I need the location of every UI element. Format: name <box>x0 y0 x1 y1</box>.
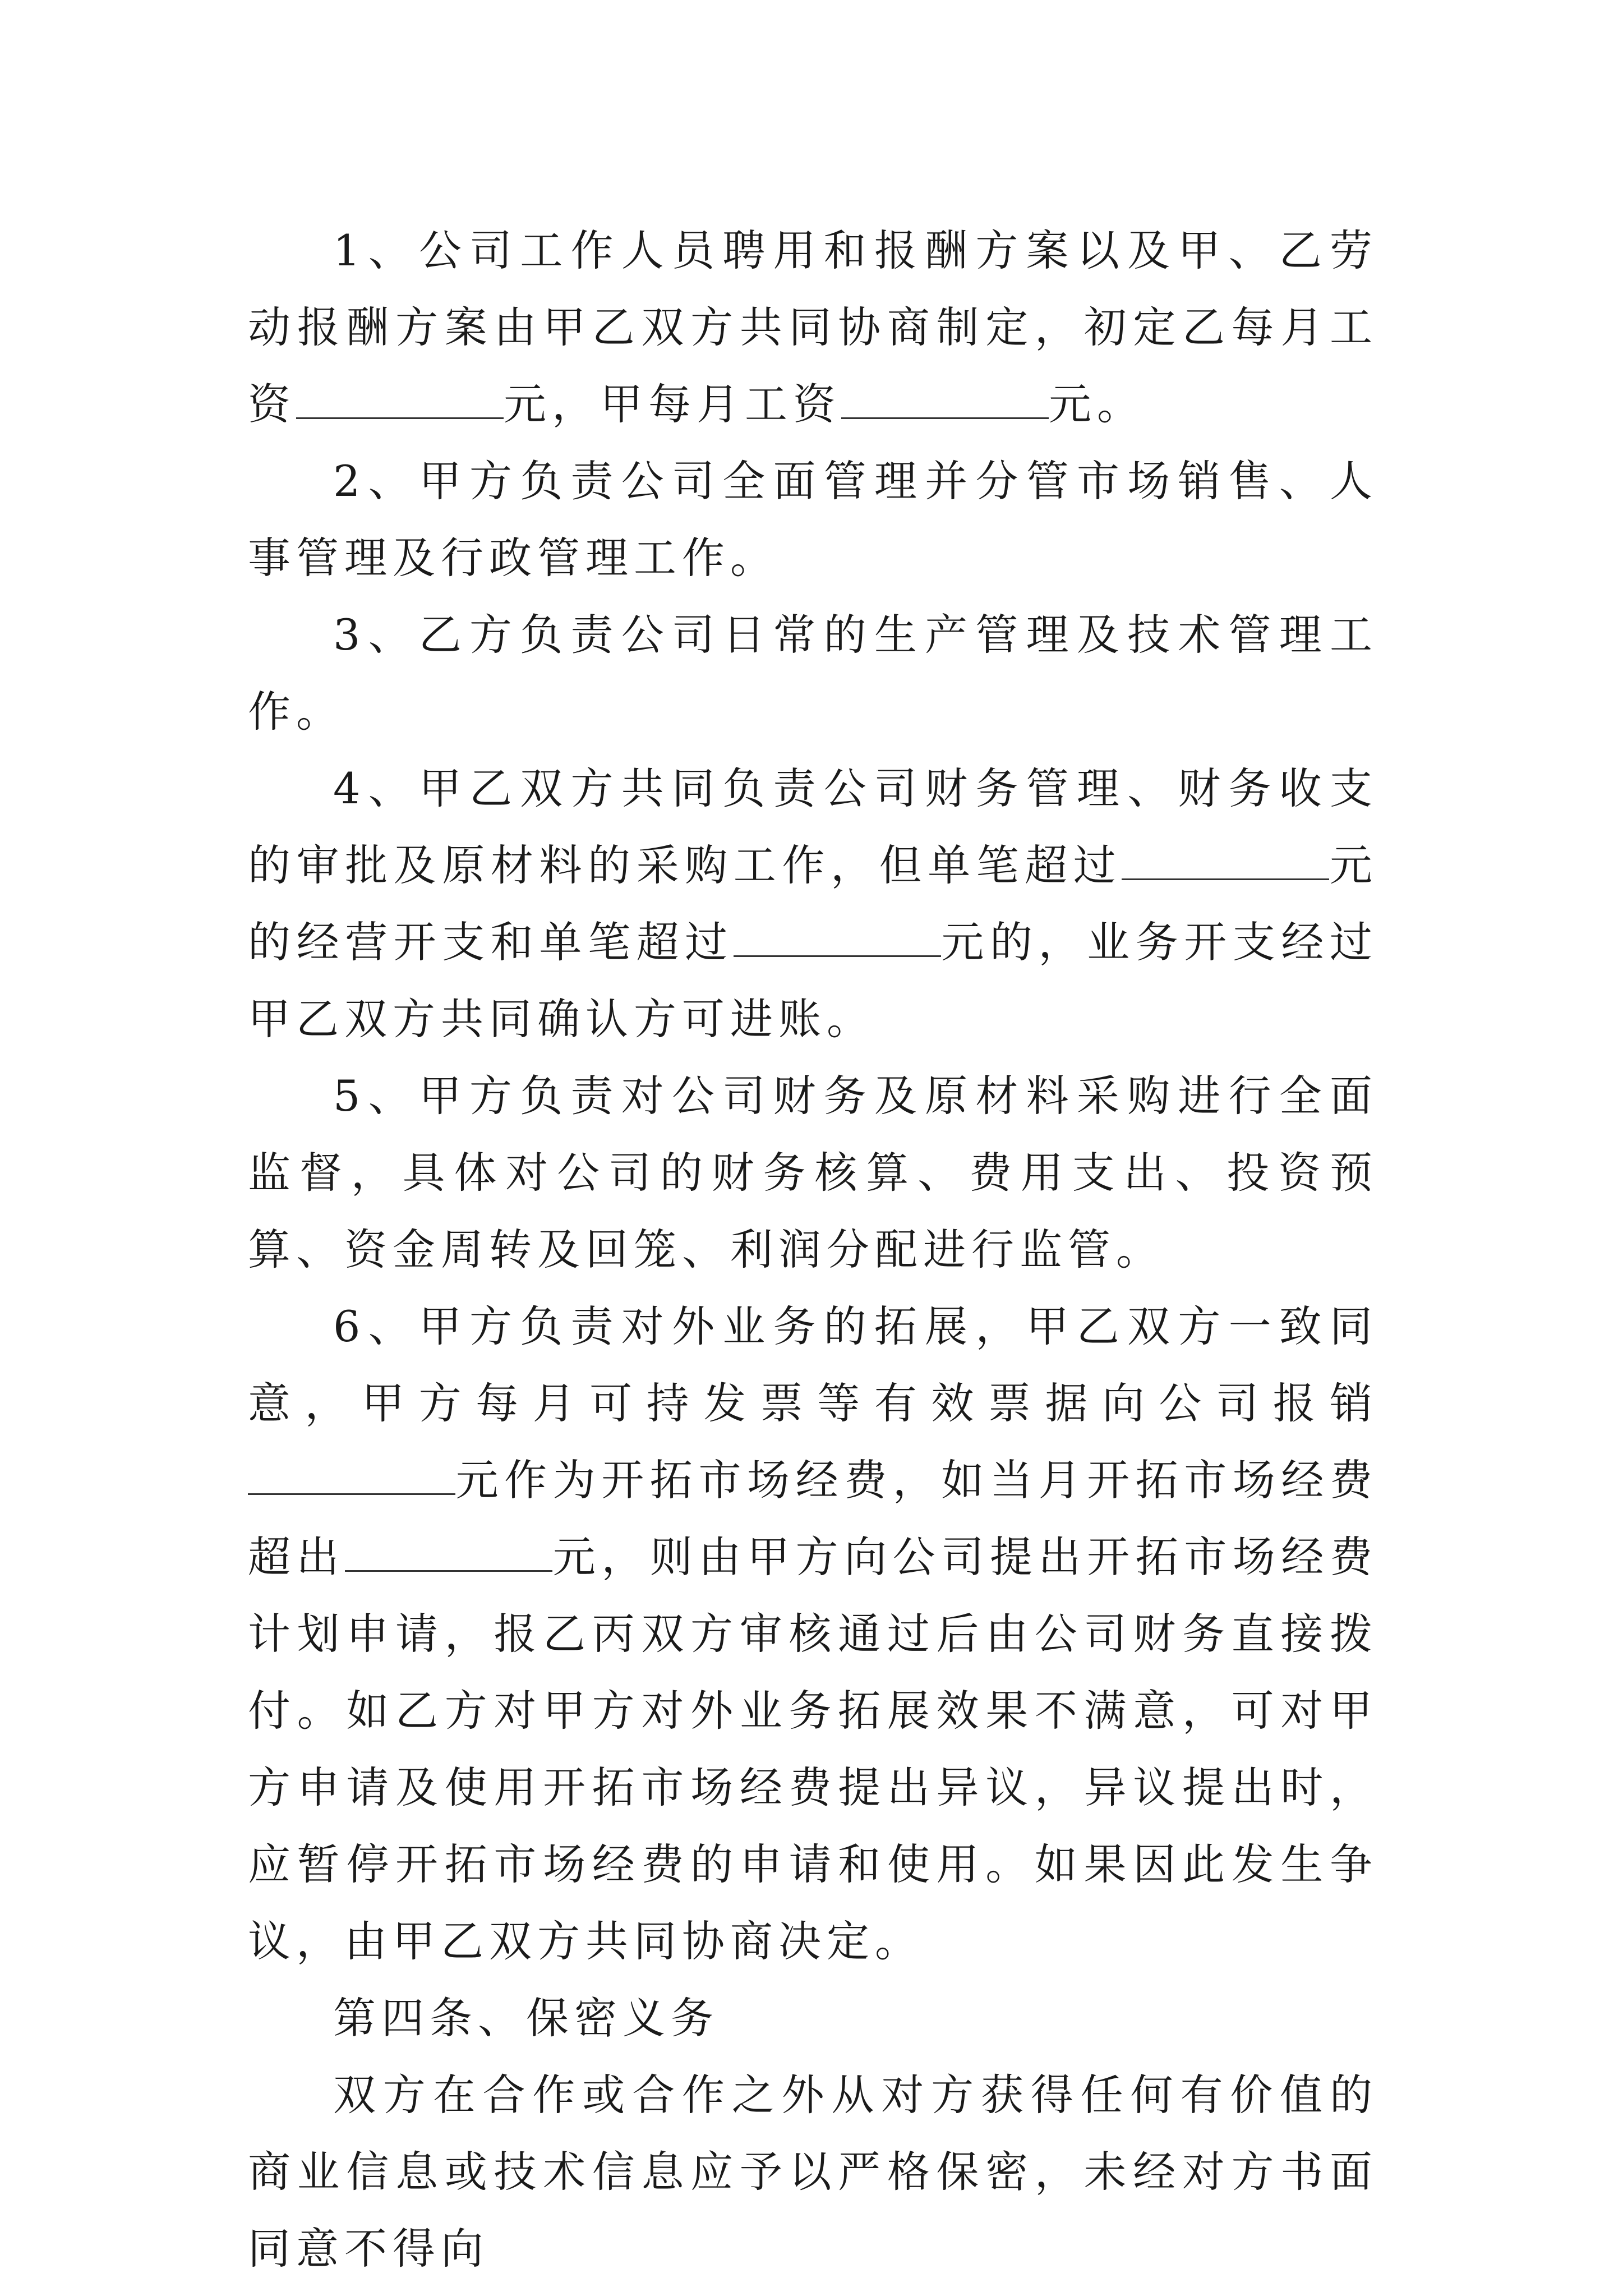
clause-4-text-b: 元的经营开支和单笔超过 <box>248 840 1378 967</box>
excess-amount-blank <box>345 1532 552 1572</box>
clause-1-text-c: 元。 <box>1049 379 1145 429</box>
clause-3 <box>248 596 1378 750</box>
reimburse-amount-blank <box>248 1455 455 1495</box>
confidentiality-paragraph <box>248 2056 1378 2287</box>
clause-4 <box>248 750 1378 1057</box>
confidentiality-text: 双方在合作或合作之外从对方获得任何有价值的商业信息或技术信息应予以严格保密，未经对方书面同意不得向 <box>248 2070 1378 2274</box>
clause-5-text: 5、甲方负责对公司财务及原材料采购进行全面监督，具体对公司的财务核算、费用支出、投资预算、资金周转及回笼、利润分配进行监管。 <box>248 1071 1378 1274</box>
document-body <box>248 212 1378 2287</box>
clause-5 <box>248 1057 1378 1288</box>
clause-2-text: 2、甲方负责公司全面管理并分管市场销售、人事管理及行政管理工作。 <box>248 456 1378 583</box>
clause-4-text-a: 4、甲乙双方共同负责公司财务管理、财务收支的审批及原材料的采购工作，但单笔超过 <box>248 763 1378 890</box>
clause-2 <box>248 443 1378 596</box>
section-heading-confidentiality <box>248 1980 1378 2056</box>
clause-6-text-c: 元，则由甲方向公司提出开拓市场经费计划申请，报乙丙双方审核通过后由公司财务直接拨付。如乙方对甲方对外业务拓展效果不满意，可对甲方申请及使用开拓市场经费提出异议，异议提出时，应暂停开拓市场经费的申请和使用。如果因此发生争议，由甲乙双方共同协商决定。 <box>248 1532 1378 1966</box>
clause-1-text-b: 元，甲每月工资 <box>504 379 841 429</box>
section-heading-text: 第四条、保密义务 <box>333 1993 719 2043</box>
business-limit-blank <box>734 917 941 957</box>
clause-6-text-b: 元作为开拓市场经费，如当月开拓市场经费超出 <box>248 1455 1378 1582</box>
clause-6-text-a: 6、甲方负责对外业务的拓展，甲乙双方一致同意，甲方每月可持发票等有效票据向公司报销 <box>248 1301 1378 1428</box>
clause-1-text-a: 1、公司工作人员聘用和报酬方案以及甲、乙劳动报酬方案由甲乙双方共同协商制定，初定乙每月工资 <box>248 226 1378 429</box>
clause-3-text: 3、乙方负责公司日常的生产管理及技术管理工作。 <box>248 610 1378 737</box>
clause-6 <box>248 1288 1378 1980</box>
clause-1 <box>248 212 1378 443</box>
clause-4-text-c: 元的，业务开支经过甲乙双方共同确认方可进账。 <box>248 917 1378 1044</box>
salary-jia-blank <box>841 379 1049 419</box>
expense-limit-blank <box>1122 840 1329 880</box>
salary-yi-blank <box>296 379 504 419</box>
